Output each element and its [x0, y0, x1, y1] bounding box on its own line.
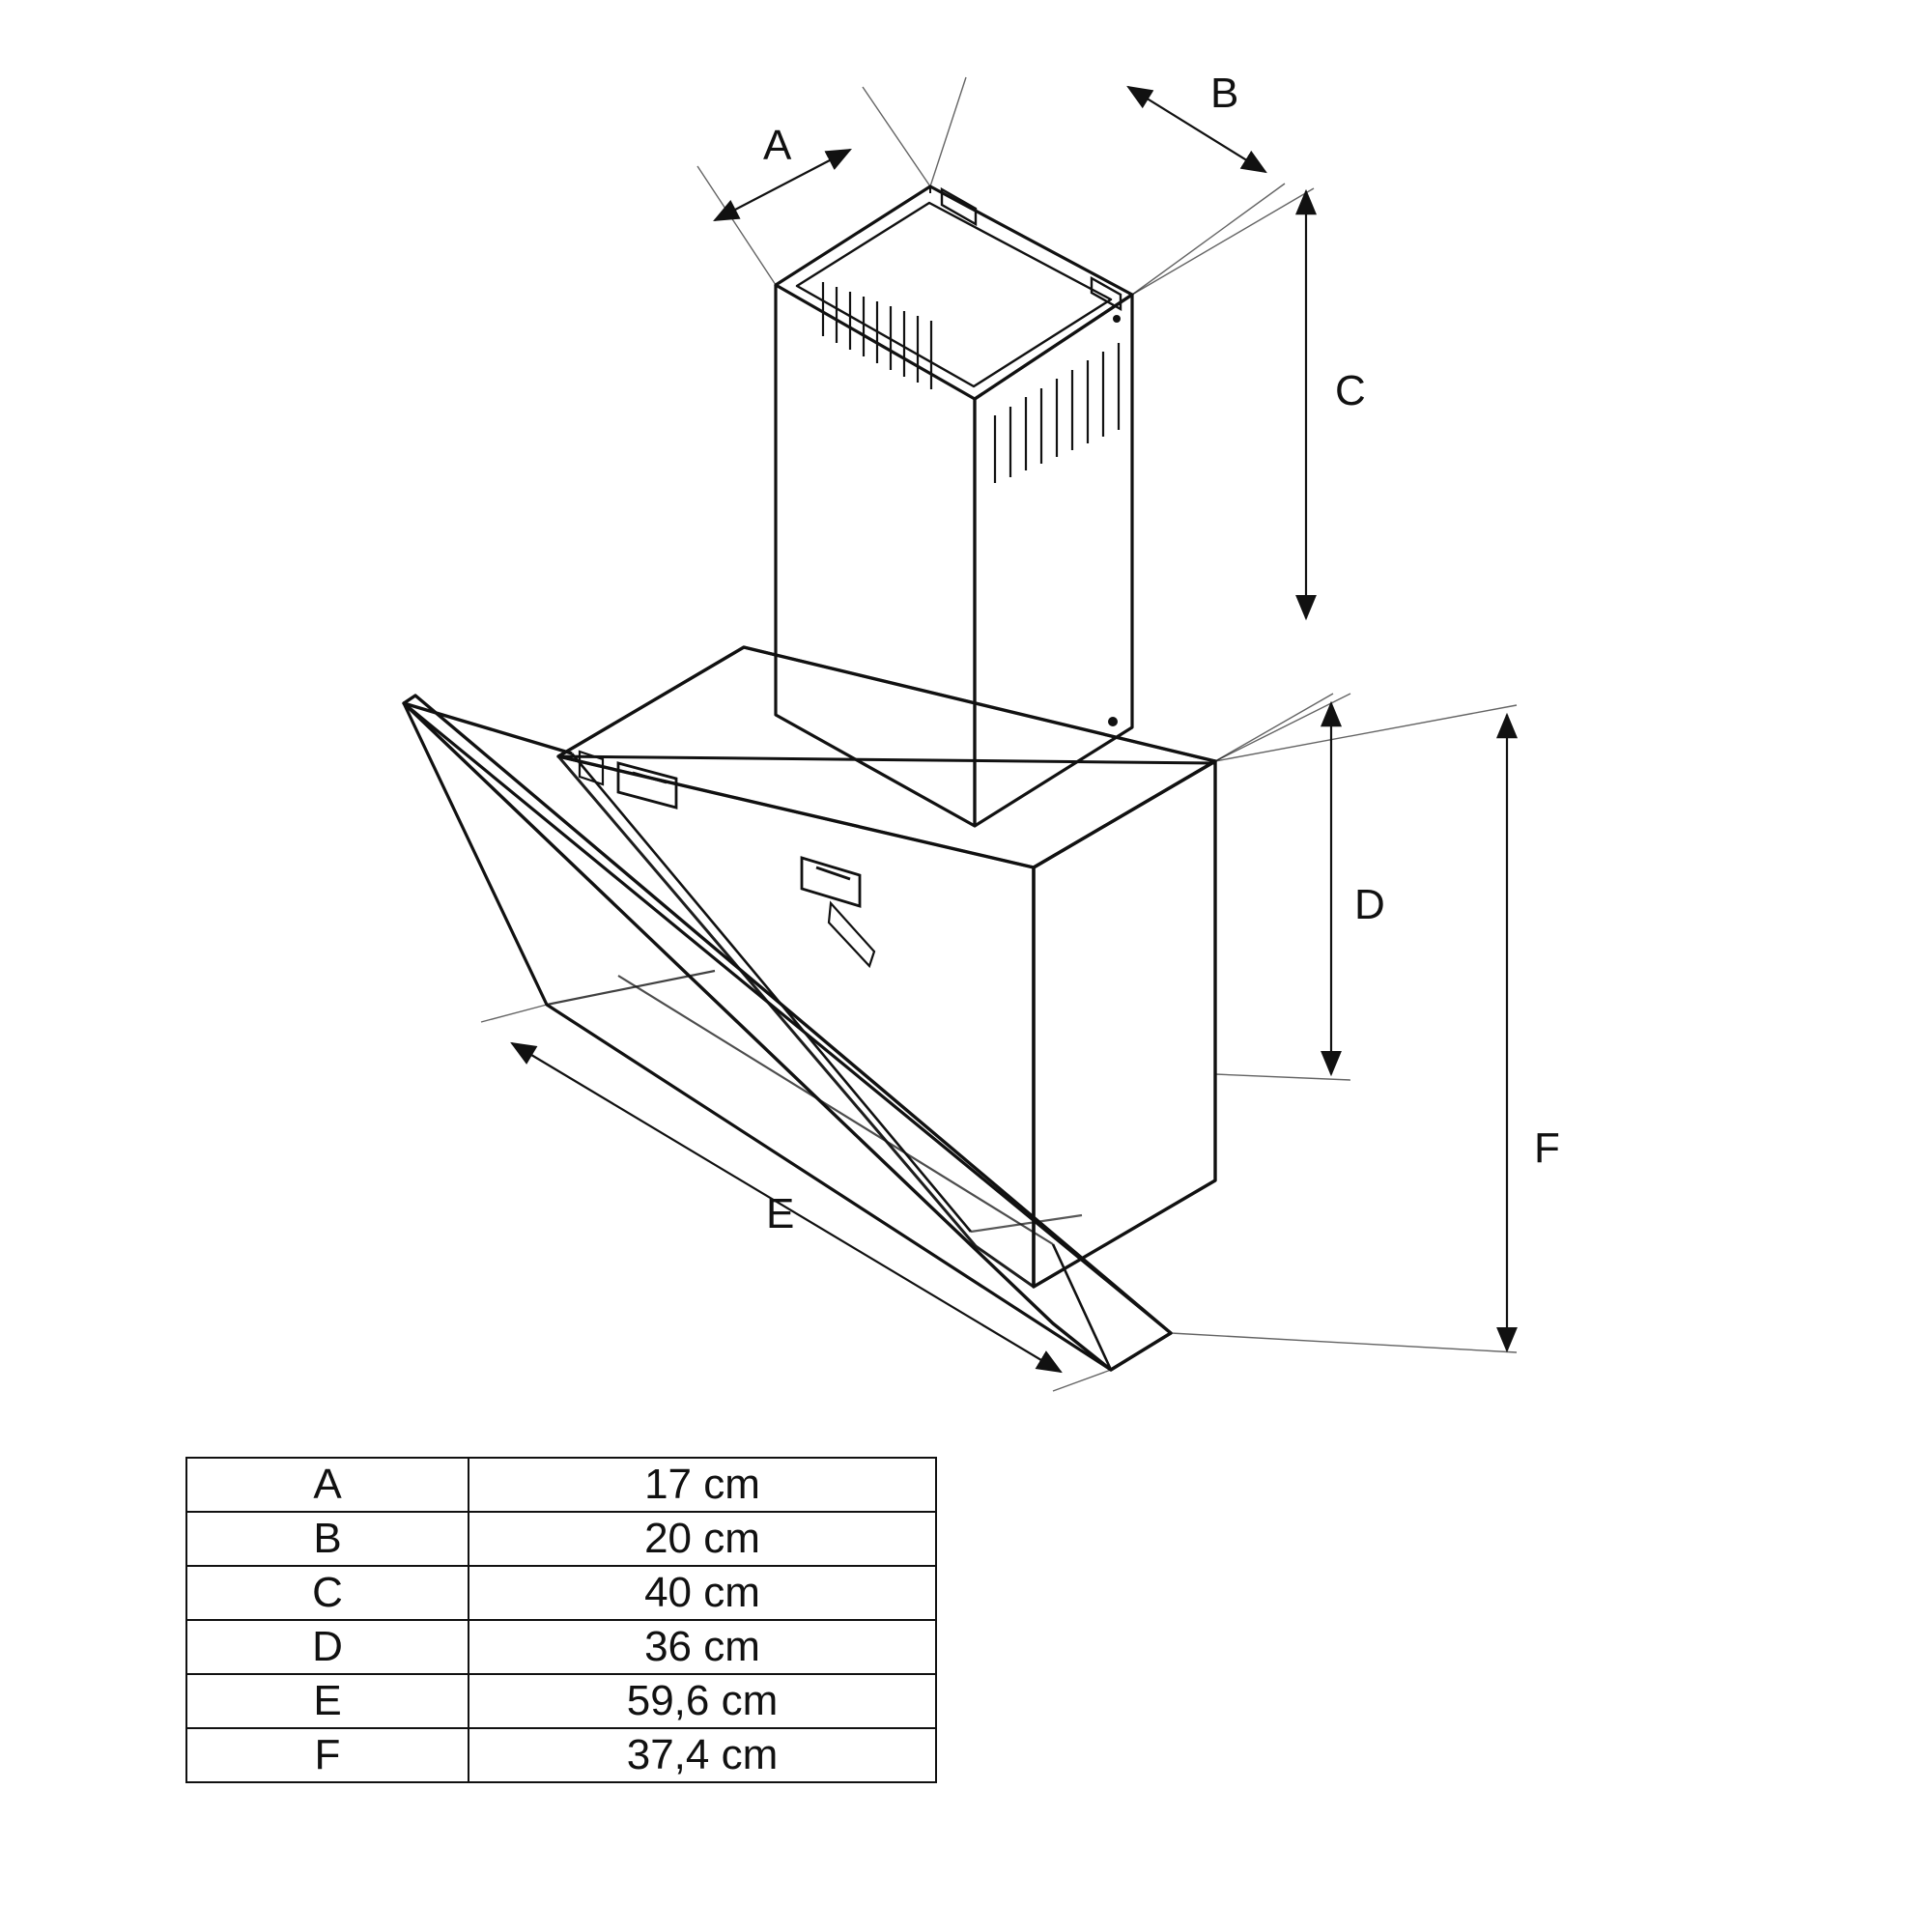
- table-cell-value: 36 cm: [469, 1620, 936, 1674]
- table-cell-value: 40 cm: [469, 1566, 936, 1620]
- chimney-vent-slots-front: [823, 282, 931, 389]
- dimension-label-F: F: [1534, 1124, 1561, 1172]
- table-row: [186, 1674, 936, 1728]
- table-cell-value: 17 cm: [469, 1458, 936, 1512]
- dimension-label-C: C: [1335, 367, 1367, 414]
- dimension-label-E: E: [766, 1190, 795, 1237]
- table-row: [186, 1458, 936, 1512]
- dimension-line-F: [1171, 705, 1517, 1352]
- table-row: [186, 1566, 936, 1620]
- table-cell-value: 37,4 cm: [469, 1728, 936, 1782]
- table-row: [186, 1512, 936, 1566]
- table-cell-value: 59,6 cm: [469, 1674, 936, 1728]
- table-cell-value: 20 cm: [469, 1512, 936, 1566]
- chimney-bracket-details: [942, 189, 1121, 726]
- table-cell-key: B: [186, 1512, 469, 1566]
- table-row: [186, 1728, 936, 1782]
- dimension-line-D: [1215, 694, 1350, 1080]
- dimension-line-E: [481, 1005, 1111, 1391]
- dimension-label-A: A: [763, 122, 792, 169]
- dimension-spec-table: [185, 1457, 937, 1783]
- table-cell-key: A: [186, 1458, 469, 1512]
- dimension-line-C: [1132, 188, 1333, 761]
- dimension-line-A: [697, 87, 930, 285]
- filter-clips: [580, 752, 874, 966]
- table-cell-key: C: [186, 1566, 469, 1620]
- chimney-duct: [776, 186, 1132, 826]
- table-row: [186, 1620, 936, 1674]
- dimension-lines: [481, 77, 1517, 1391]
- table-cell-key: F: [186, 1728, 469, 1782]
- dimension-label-B: B: [1210, 70, 1239, 117]
- glass-front-panel: [404, 696, 1171, 1370]
- chimney-vent-slots-side: [995, 343, 1119, 483]
- hood-body: [558, 647, 1215, 1287]
- dimension-label-D: D: [1354, 881, 1386, 928]
- table-cell-key: E: [186, 1674, 469, 1728]
- table-cell-key: D: [186, 1620, 469, 1674]
